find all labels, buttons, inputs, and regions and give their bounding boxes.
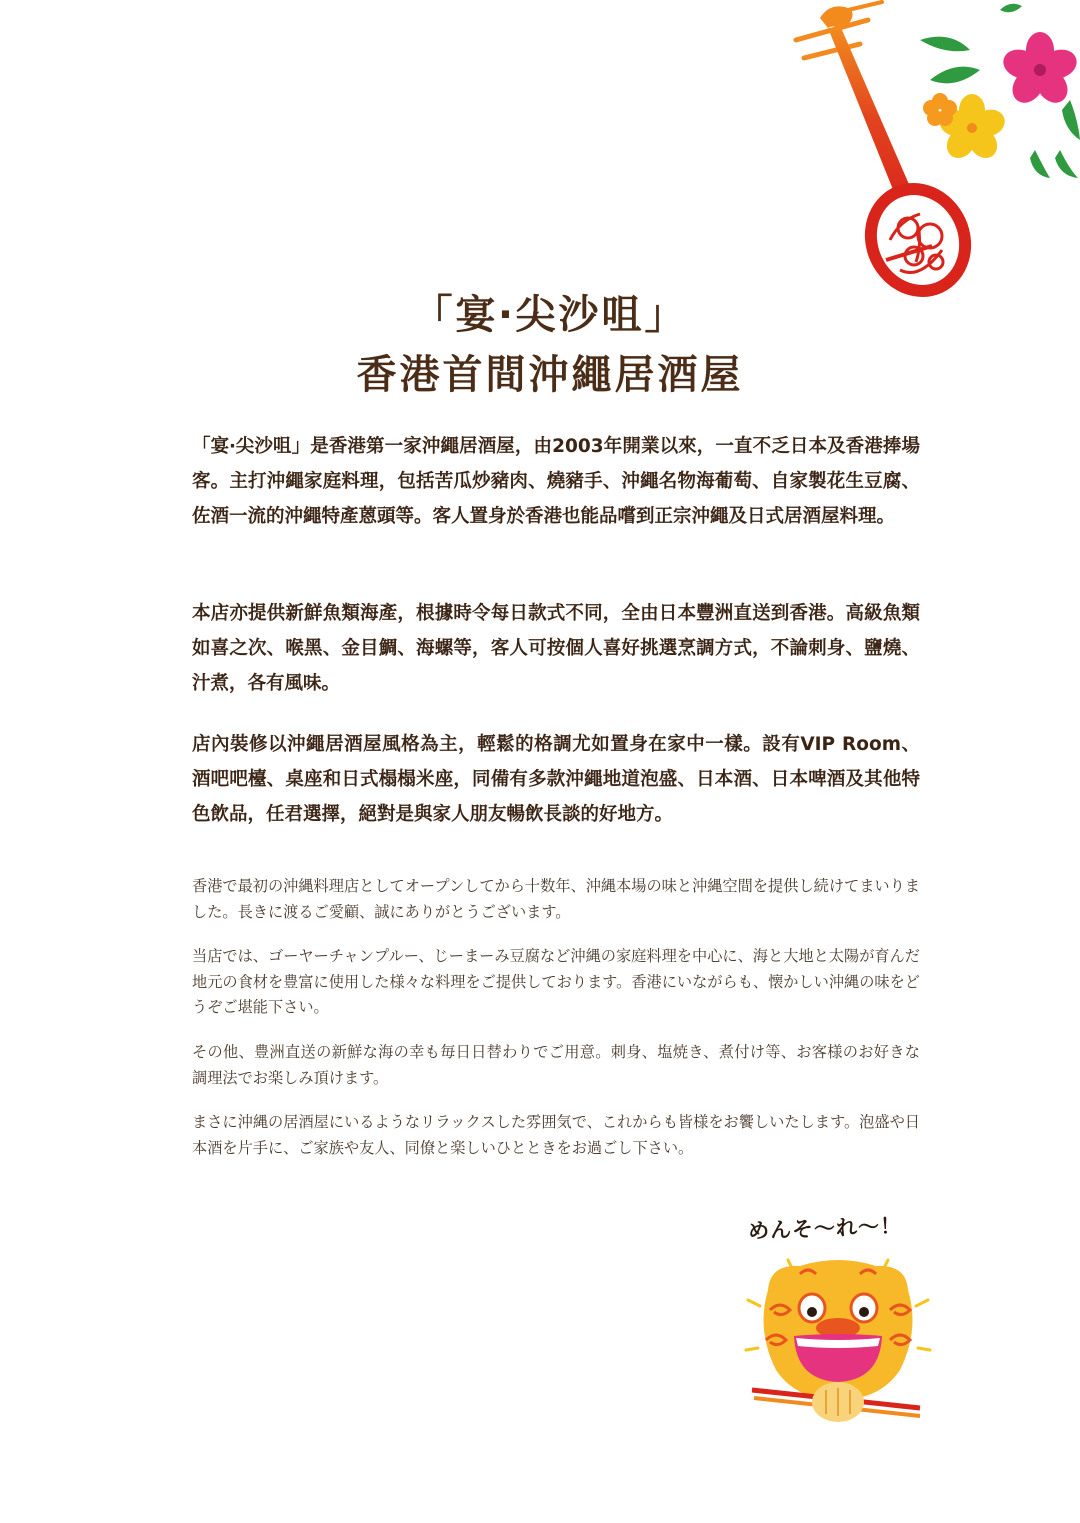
- page-title-line2: 香港首間沖繩居酒屋: [356, 352, 744, 398]
- chinese-paragraph: 店內裝修以沖繩居酒屋風格為主，輕鬆的格調尤如置身在家中一樣。設有VIP Room、酒吧吧檯、桌座和日式榻榻米座，同備有多款沖繩地道泡盛、日本酒、日本啤酒及其他特色飲品，任君選擇，絕對是與家人朋友暢飲長談的好地方。: [192, 734, 920, 825]
- japanese-paragraph: 香港で最初の沖縄料理店としてオープンしてから十数年、沖縄本場の味と沖縄空間を提供し続けてまいりました。長きに渡るご愛顧、誠にありがとうございます。: [192, 877, 920, 921]
- japanese-paragraph: 当店では、ゴーヤーチャンプルー、じーまーみ豆腐など沖縄の家庭料理を中心に、海と大地と太陽が育んだ地元の食材を豊富に使用した様々な料理をご提供しております。香港にいながらも、懐かしい沖縄の味をどうぞご堪能下さい。: [192, 947, 920, 1016]
- hibiscus-flowers: [910, 0, 1080, 180]
- greeting-text: めんそ～れ～！: [747, 1213, 903, 1244]
- shisa-mascot: [740, 1250, 935, 1430]
- japanese-paragraph: まさに沖縄の居酒屋にいるようなリラックスした雰囲気で、これからも皆様をお饗しいたします。泡盛や日本酒を片手に、ご家族や友人、同僚と楽しいひとときをお過ごし下さい。: [192, 1113, 920, 1157]
- chinese-paragraph: 本店亦提供新鮮魚類海產，根據時令每日款式不同，全由日本豐洲直送到香港。高級魚類如喜之次、喉黑、金目鯛、海螺等，客人可按個人喜好挑選烹調方式，不論刺身、鹽燒、汁煮，各有風味。: [192, 603, 920, 694]
- japanese-paragraph: その他、豊洲直送の新鮮な海の幸も毎日日替わりでご用意。刺身、塩焼き、煮付け等、お客様のお好きな調理法でお楽しみ頂けます。: [192, 1043, 920, 1087]
- chinese-paragraph: 「宴‧尖沙咀」是香港第一家沖繩居酒屋，由2003年開業以來，一直不乏日本及香港捧場客。主打沖繩家庭料理，包括苦瓜炒豬肉、燒豬手、沖繩名物海葡萄、自家製花生豆腐、佐酒一流的沖繩特產蒽頭等。客人置身於香港也能品嚐到正宗沖繩及日式居酒屋料理。: [192, 436, 920, 527]
- page-title-line1: 「宴‧尖沙咀」: [412, 292, 688, 338]
